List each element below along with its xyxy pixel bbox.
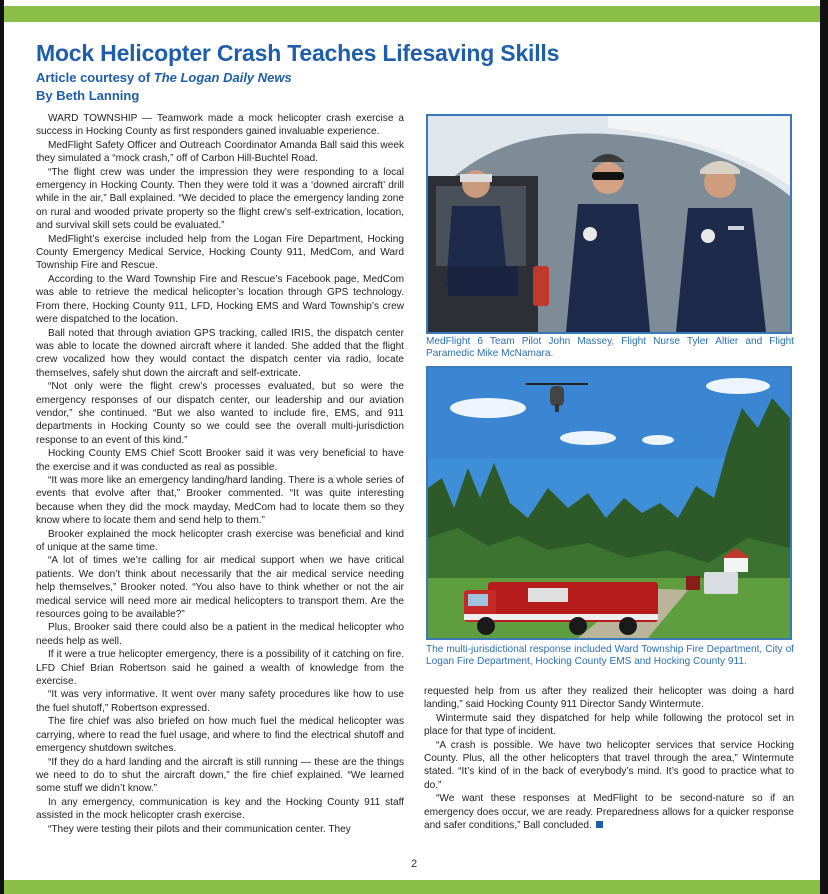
bottom-green-band [4, 880, 820, 894]
end-of-article-mark [596, 821, 603, 828]
right-frame-edge [820, 0, 828, 894]
article-paragraph: If it were a true helicopter emergency, there is a possibility of it catching on fire. LFD Chief Brian Robertson said he gained a wealth of knowledge from the exercise. [36, 649, 404, 688]
article-paragraph: Plus, Brooker said there could also be a patient in the medical helicopter who needs help as well. [36, 622, 404, 647]
article-paragraph: “The flight crew was under the impression they were responding to a local emergency in Hocking County. Then they were told it was a ‘downed aircraft’ drill while in the air,” Ball explained. “We decided to place the emergency landing zone on rural and wooded private property so the flight crew’s self-extrication, location, and survival skill sets could be evaluated.” [36, 166, 404, 232]
article-paragraph: “A crash is possible. We have two helicopter services that service Hocking County. Plus, all the other helicopters that travel through the area,” Wintermute stated. “It’s kind of in the back of everybody’s mind. It’s good to practice what to do.” [424, 739, 794, 791]
article-paragraph: Ball noted that through aviation GPS tracking, called IRIS, the dispatch center was able to locate the downed aircraft where it landed. She added that the flight crew vocalized how they would contact the dispatch center via radio, locate themselves, safely shut down the aircraft and self-extricate. [36, 327, 404, 379]
article-paragraph-final [424, 792, 794, 832]
article-paragraph: According to the Ward Township Fire and Rescue’s Facebook page, MedCom was able to retrieve the medical helicopter’s location through GPS technology. From there, Hocking County 911, LFD, Hocking EMS and Ward Township’s crew were dispatched to the location. [36, 273, 404, 326]
article-paragraph: “It was more like an emergency landing/hard landing. There is a whole series of events that evolve after that,” Brooker commented. “It was quite interesting because when they did the mock mayday, MedCom had to locate them so they know where to locate them and send help to them.” [36, 474, 404, 527]
article-paragraph: Brooker explained the mock helicopter crash exercise was beneficial and kind of unique at the same time. [36, 528, 404, 553]
article-paragraph: Hocking County EMS Chief Scott Brooker said it was very beneficial to have the exercise and it was conducted as real as possible. [36, 448, 404, 473]
article-paragraph: MedFlight Safety Officer and Outreach Coordinator Amanda Ball said this week they simulated a “mock crash,” off of Carbon Hill-Buchtel Road. [36, 139, 404, 165]
article-paragraph-continued: requested help from us after they realized their helicopter was doing a hard landing,” said Hocking County 911 Director Sandy Wintermute. [424, 686, 794, 711]
article-paragraph: “They were testing their pilots and their communication center. They [48, 823, 351, 835]
top-green-band [4, 6, 820, 22]
crew-photo-caption: MedFlight 6 Team Pilot John Massey, Flight Nurse Tyler Altier and Flight Paramedic Mike McNamara. [426, 336, 794, 360]
article-paragraph-text: “We want these responses at MedFlight to be second-nature so if an emergency does occur, we are ready. Preparedness allows for a quicker response and safer conditions,” Ball concluded. [424, 793, 794, 832]
article-paragraph: “If they do a hard landing and the aircraft is still running — these are the things we need to do to shut the aircraft down,” the fire chief explained. “We learned some stuff we didn’t know.” [36, 756, 404, 795]
article-paragraph: “It was very informative. It went over many safety procedures like how to use the fuel shutoff,” Robertson expressed. [36, 689, 404, 714]
credit-prefix: Article courtesy of [36, 70, 154, 85]
article-paragraph: The fire chief was also briefed on how much fuel the medical helicopter was carrying, where to read the fuel usage, and where to find the electrical shutoff and emergency shutdown switches. [36, 716, 404, 755]
article-credit [36, 70, 292, 85]
article-paragraph: “A lot of times we’re calling for air medical support when we have critical patients. We don’t think about necessarily that the air medical service needing help themselves,” Brooker noted. “You also have to think whether or not the air medical service will need more air medical helicopters to transport them. Are the resources going to be available?” [36, 555, 404, 621]
credit-publication: The Logan Daily News [153, 70, 292, 85]
article-paragraph: Wintermute said they dispatched for help while following the protocol set in place for that type of incident. [424, 712, 794, 738]
article-left-column [36, 112, 404, 836]
response-photo-caption: The multi-jurisdictional response included Ward Township Fire Department, City of Logan Fire Department, Hocking County EMS and Hocking County 911. [426, 644, 794, 668]
crew-photo [426, 114, 792, 334]
article-byline: By Beth Lanning [36, 88, 140, 103]
article-right-column [424, 685, 794, 832]
article-paragraph: WARD TOWNSHIP — Teamwork made a mock helicopter crash exercise a success in Hocking County as first responders gained invaluable experience. [36, 113, 404, 138]
article-paragraph: MedFlight’s exercise included help from the Logan Fire Department, Hocking County Emergency Medical Service, Hocking County 911, MedCom, and Ward Township Fire and Rescue. [36, 233, 404, 272]
article-paragraph: “Not only were the flight crew’s processes evaluated, but so were the emergency responses of our dispatch center, our leadership and our aviation vendor,” she continued. “But we also wanted to include fire, EMS, and 911 departments in Hocking County so we could see the overall multi-jurisdiction response to an event of this kind.” [36, 381, 404, 446]
page-number: 2 [410, 858, 418, 870]
article-headline: Mock Helicopter Crash Teaches Lifesaving Skills [36, 40, 560, 66]
left-frame-edge [0, 0, 4, 894]
response-photo [426, 366, 792, 640]
article-paragraph: In any emergency, communication is key and the Hocking County 911 staff assisted in the mock helicopter crash exercise. [36, 796, 404, 822]
